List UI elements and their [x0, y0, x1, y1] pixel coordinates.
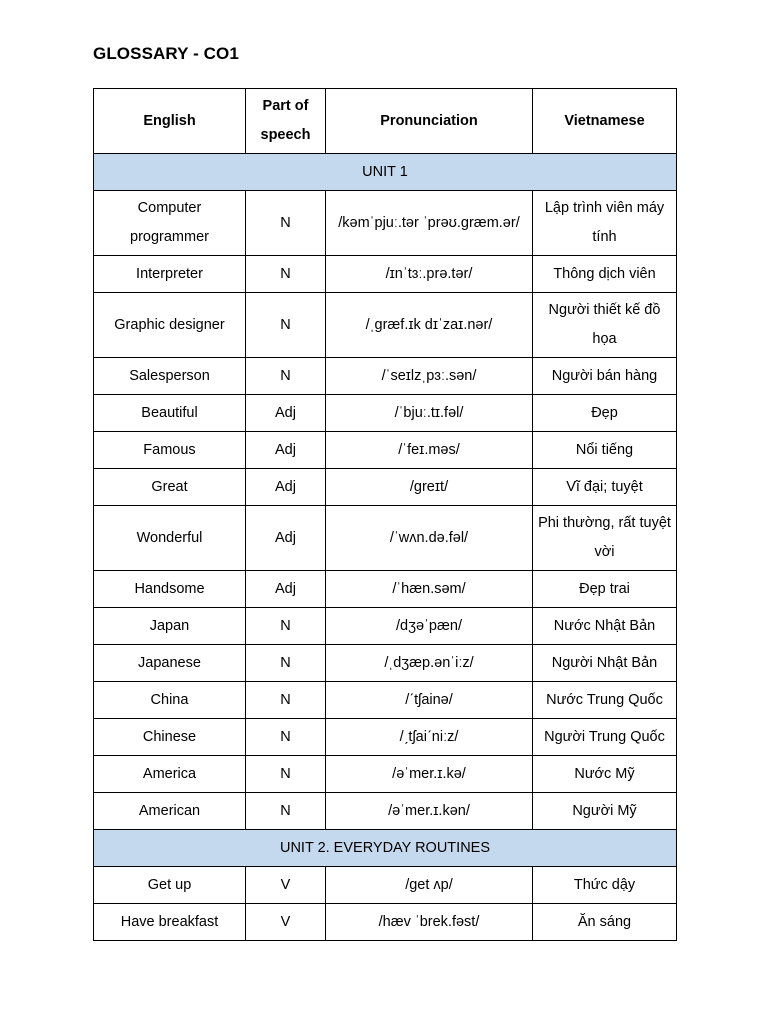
cell-vietnamese: Thức dậy: [533, 867, 677, 904]
header-english: English: [94, 89, 246, 154]
cell-english: America: [94, 756, 246, 793]
cell-vietnamese: Người thiết kế đồ họa: [533, 293, 677, 358]
cell-pronunciation: /ˈfeɪ.məs/: [326, 432, 533, 469]
cell-vietnamese: Thông dịch viên: [533, 256, 677, 293]
cell-vietnamese: Người Nhật Bản: [533, 645, 677, 682]
cell-pronunciation: /ˈwʌn.də.fəl/: [326, 506, 533, 571]
table-row: [94, 256, 677, 293]
cell-vietnamese: Nước Nhật Bản: [533, 608, 677, 645]
cell-part-of-speech: N: [246, 719, 326, 756]
cell-part-of-speech: Adj: [246, 469, 326, 506]
cell-part-of-speech: N: [246, 191, 326, 256]
table-row: [94, 293, 677, 358]
cell-english: Wonderful: [94, 506, 246, 571]
table-row: [94, 358, 677, 395]
table-row: [94, 191, 677, 256]
cell-pronunciation: /ˈhæn.səm/: [326, 571, 533, 608]
cell-vietnamese: Nước Mỹ: [533, 756, 677, 793]
cell-vietnamese: Đẹp: [533, 395, 677, 432]
cell-part-of-speech: Adj: [246, 506, 326, 571]
cell-vietnamese: Lập trình viên máy tính: [533, 191, 677, 256]
table-row: [94, 793, 677, 830]
cell-pronunciation: /ˌgræf.ɪk dɪˈzaɪ.nər/: [326, 293, 533, 358]
table-row: [94, 756, 677, 793]
table-row: [94, 571, 677, 608]
cell-english: Interpreter: [94, 256, 246, 293]
cell-english: Salesperson: [94, 358, 246, 395]
cell-part-of-speech: N: [246, 682, 326, 719]
cell-english: Chinese: [94, 719, 246, 756]
cell-part-of-speech: N: [246, 608, 326, 645]
cell-pronunciation: /get ʌp/: [326, 867, 533, 904]
cell-vietnamese: Người Trung Quốc: [533, 719, 677, 756]
cell-english: Famous: [94, 432, 246, 469]
cell-part-of-speech: Adj: [246, 571, 326, 608]
cell-pronunciation: /ˈseɪlzˌpɜː.sən/: [326, 358, 533, 395]
table-row: [94, 645, 677, 682]
cell-pronunciation: /ɪnˈtɜː.prə.tər/: [326, 256, 533, 293]
glossary-body: [94, 154, 677, 941]
cell-vietnamese: Đẹp trai: [533, 571, 677, 608]
cell-part-of-speech: Adj: [246, 395, 326, 432]
cell-part-of-speech: N: [246, 293, 326, 358]
cell-vietnamese: Phi thường, rất tuyệt vời: [533, 506, 677, 571]
table-row: [94, 432, 677, 469]
cell-pronunciation: /dʒəˈpæn/: [326, 608, 533, 645]
unit-header-row: [94, 154, 677, 191]
cell-english: Handsome: [94, 571, 246, 608]
unit-header-row: [94, 830, 677, 867]
document-title: GLOSSARY - CO1: [93, 44, 239, 63]
cell-english: Japanese: [94, 645, 246, 682]
cell-vietnamese: Người Mỹ: [533, 793, 677, 830]
cell-part-of-speech: N: [246, 645, 326, 682]
cell-pronunciation: /ˌdʒæp.ənˈiːz/: [326, 645, 533, 682]
cell-pronunciation: /kəmˈpjuː.tər ˈprəʊ.græm.ər/: [326, 191, 533, 256]
table-row: [94, 682, 677, 719]
header-vietnamese: Vietnamese: [533, 89, 677, 154]
cell-part-of-speech: N: [246, 358, 326, 395]
cell-vietnamese: Nước Trung Quốc: [533, 682, 677, 719]
cell-english: Japan: [94, 608, 246, 645]
cell-english: Beautiful: [94, 395, 246, 432]
cell-pronunciation: /əˈmer.ɪ.kə/: [326, 756, 533, 793]
cell-pronunciation: /əˈmer.ɪ.kən/: [326, 793, 533, 830]
cell-part-of-speech: N: [246, 793, 326, 830]
cell-vietnamese: Vĩ đại; tuyệt: [533, 469, 677, 506]
cell-pronunciation: /ˏtʃaiˊniːz/: [326, 719, 533, 756]
header-pronunciation: Pronunciation: [326, 89, 533, 154]
table-row: [94, 469, 677, 506]
cell-part-of-speech: N: [246, 256, 326, 293]
table-row: [94, 904, 677, 941]
cell-part-of-speech: N: [246, 756, 326, 793]
cell-part-of-speech: V: [246, 904, 326, 941]
cell-english: Computer programmer: [94, 191, 246, 256]
cell-part-of-speech: Adj: [246, 432, 326, 469]
cell-english: China: [94, 682, 246, 719]
cell-english: Great: [94, 469, 246, 506]
table-row: [94, 395, 677, 432]
cell-pronunciation: /ˈbjuː.tɪ.fəl/: [326, 395, 533, 432]
cell-vietnamese: Nổi tiếng: [533, 432, 677, 469]
cell-english: Have breakfast: [94, 904, 246, 941]
cell-vietnamese: Người bán hàng: [533, 358, 677, 395]
cell-english: Graphic designer: [94, 293, 246, 358]
table-row: [94, 867, 677, 904]
table-row: [94, 506, 677, 571]
header-row: [94, 89, 677, 154]
unit-label: UNIT 1: [94, 154, 677, 191]
cell-pronunciation: /ˊtʃainə/: [326, 682, 533, 719]
cell-english: Get up: [94, 867, 246, 904]
cell-vietnamese: Ăn sáng: [533, 904, 677, 941]
unit-label: UNIT 2. EVERYDAY ROUTINES: [94, 830, 677, 867]
cell-pronunciation: /greɪt/: [326, 469, 533, 506]
table-row: [94, 719, 677, 756]
table-row: [94, 608, 677, 645]
cell-pronunciation: /hæv ˈbrek.fəst/: [326, 904, 533, 941]
header-part-of-speech: Part of speech: [246, 89, 326, 154]
cell-english: American: [94, 793, 246, 830]
glossary-table: [93, 88, 677, 941]
cell-part-of-speech: V: [246, 867, 326, 904]
